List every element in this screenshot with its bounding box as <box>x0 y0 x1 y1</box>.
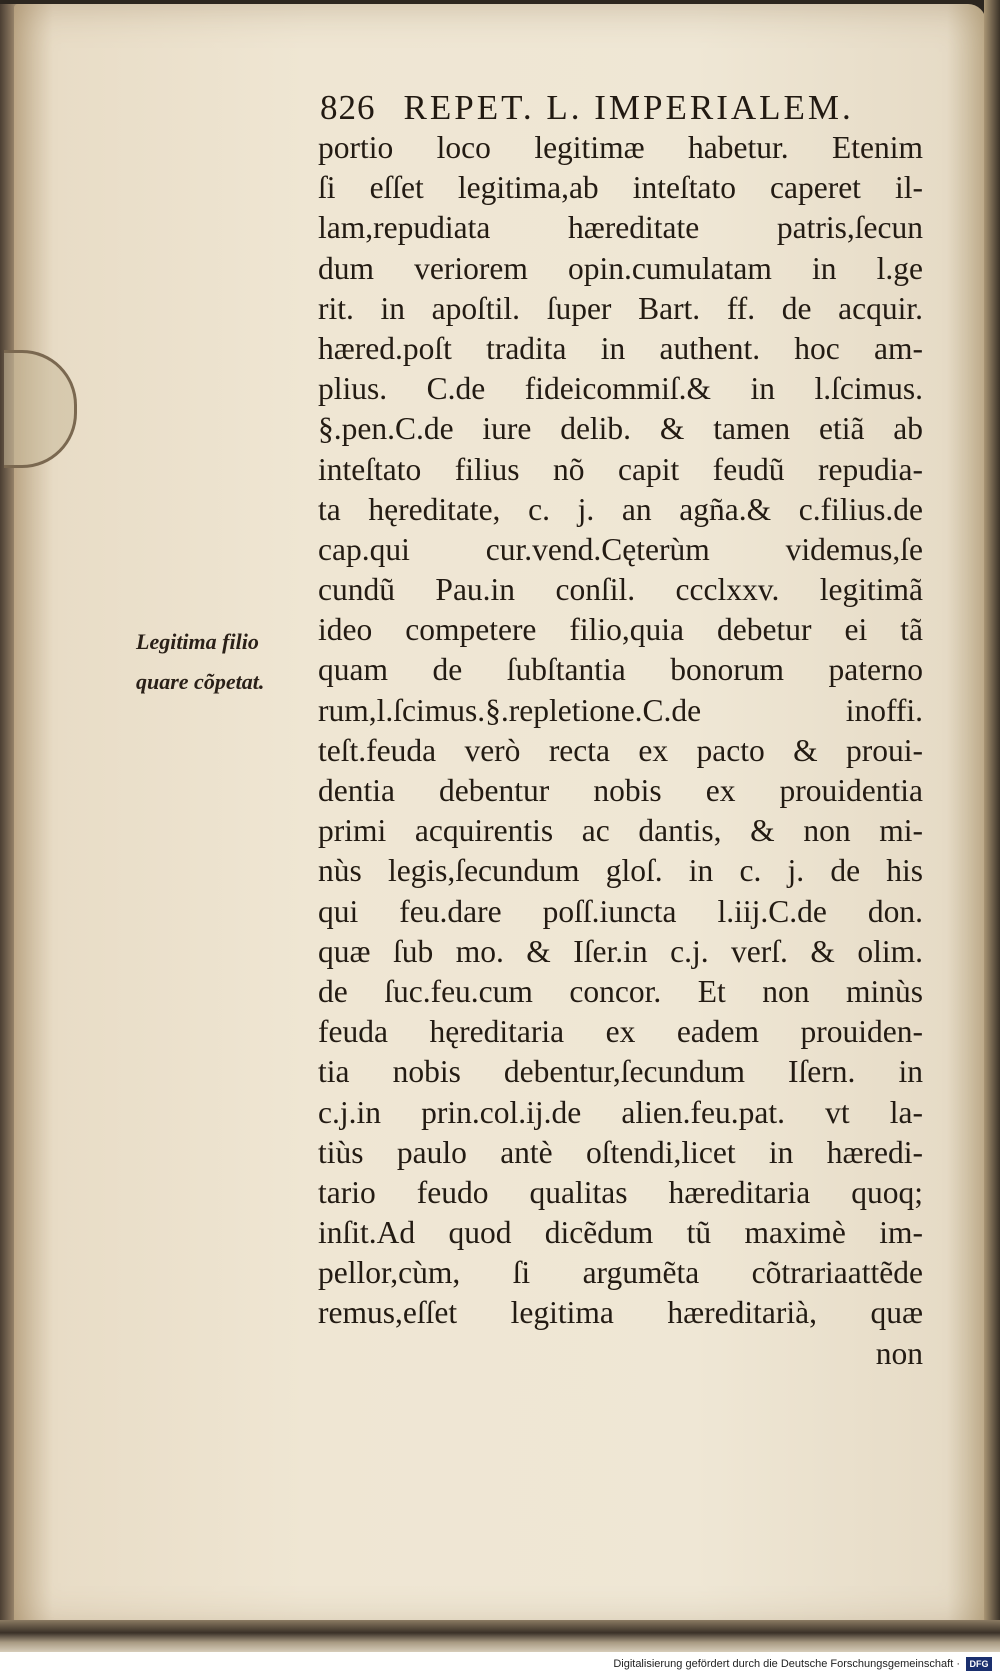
text-line: lam,repudiata hæreditate patris,ſecun <box>318 210 923 246</box>
text-line: rum,l.ſcimus.§.repletione.C.de inoffi. <box>318 692 923 728</box>
text-line: tiùs paulo antè oſtendi,licet in hæredi- <box>318 1134 923 1170</box>
text-line: ideo competere filio,quia debetur ei tã <box>318 612 923 648</box>
text-line: inteſtato filius nõ capit feudũ repudia- <box>318 451 923 487</box>
text-line: ta hęreditate, c. j. an agña.& c.filius.de <box>318 491 923 527</box>
text-line: remus,eſſet legitima hæreditarià, quæ <box>318 1295 923 1331</box>
text-line: rit. in apoſtil. ſuper Bart. ff. de acquir. <box>318 290 923 326</box>
marginal-note-line: Legitima filio <box>136 629 259 654</box>
text-line: tia nobis debentur,ſecundum Iſern. in <box>318 1054 923 1090</box>
text-line: pellor,cùm, ſi argumẽta cõtrariaattẽde <box>318 1255 923 1291</box>
text-line: inſit.Ad quod dicẽdum tũ maximè im- <box>318 1215 923 1251</box>
text-line: ſi eſſet legitima,ab inteſtato caperet il- <box>318 170 923 206</box>
text-line: hæred.poſt tradita in authent. hoc am- <box>318 330 923 366</box>
page-fore-edge <box>984 0 1000 1640</box>
dfg-logo: DFG <box>966 1657 992 1671</box>
marginal-note <box>136 622 264 702</box>
running-header <box>320 88 854 128</box>
text-line: plius. C.de fideicommiſ.& in l.ſcimus. <box>318 371 923 407</box>
text-line: nùs legis,ſecundum gloſ. in c. j. de his <box>318 853 923 889</box>
text-line: cap.qui cur.vend.Cęterùm videmus,ſe <box>318 531 923 567</box>
text-line: quæ ſub mo. & Iſer.in c.j. verſ. & olim. <box>318 933 923 969</box>
text-line: dum veriorem opin.cumulatam in l.ge <box>318 250 923 286</box>
text-line: non <box>875 1335 923 1371</box>
text-line: primi acquirentis ac dantis, & non mi- <box>318 813 923 849</box>
text-line: qui feu.dare poſſ.iuncta l.iij.C.de don. <box>318 893 923 929</box>
page-bottom-edge <box>0 1620 1000 1652</box>
text-line: c.j.in prin.col.ij.de alien.feu.pat. vt la- <box>318 1094 923 1130</box>
running-title: REPET. L. IMPERIALEM. <box>403 88 854 127</box>
text-line: teſt.feuda verò recta ex pacto & proui- <box>318 732 923 768</box>
body-text <box>318 128 923 1374</box>
text-line: §.pen.C.de iure delib. & tamen etiã ab <box>318 411 923 447</box>
text-line: de ſuc.feu.cum concor. Et non minùs <box>318 973 923 1009</box>
footer-bar <box>0 1652 1000 1679</box>
text-line: dentia debentur nobis ex prouidentia <box>318 773 923 808</box>
text-line: cundũ Pau.in conſil. ccclxxv. legitimã <box>318 572 923 608</box>
page-number: 826 <box>320 88 376 127</box>
text-line: quam de ſubſtantia bonorum paterno <box>318 652 923 688</box>
digitization-credit: Digitalisierung gefördert durch die Deutsche Forschungsgemeinschaft · <box>613 1658 960 1670</box>
marginal-note-line: quare cõpetat. <box>136 669 265 694</box>
text-line: feuda hęreditaria ex eadem prouiden- <box>318 1014 923 1050</box>
text-line: portio loco legitimæ habetur. Etenim <box>318 130 923 165</box>
text-line: tario feudo qualitas hæreditaria quoq; <box>318 1174 923 1210</box>
